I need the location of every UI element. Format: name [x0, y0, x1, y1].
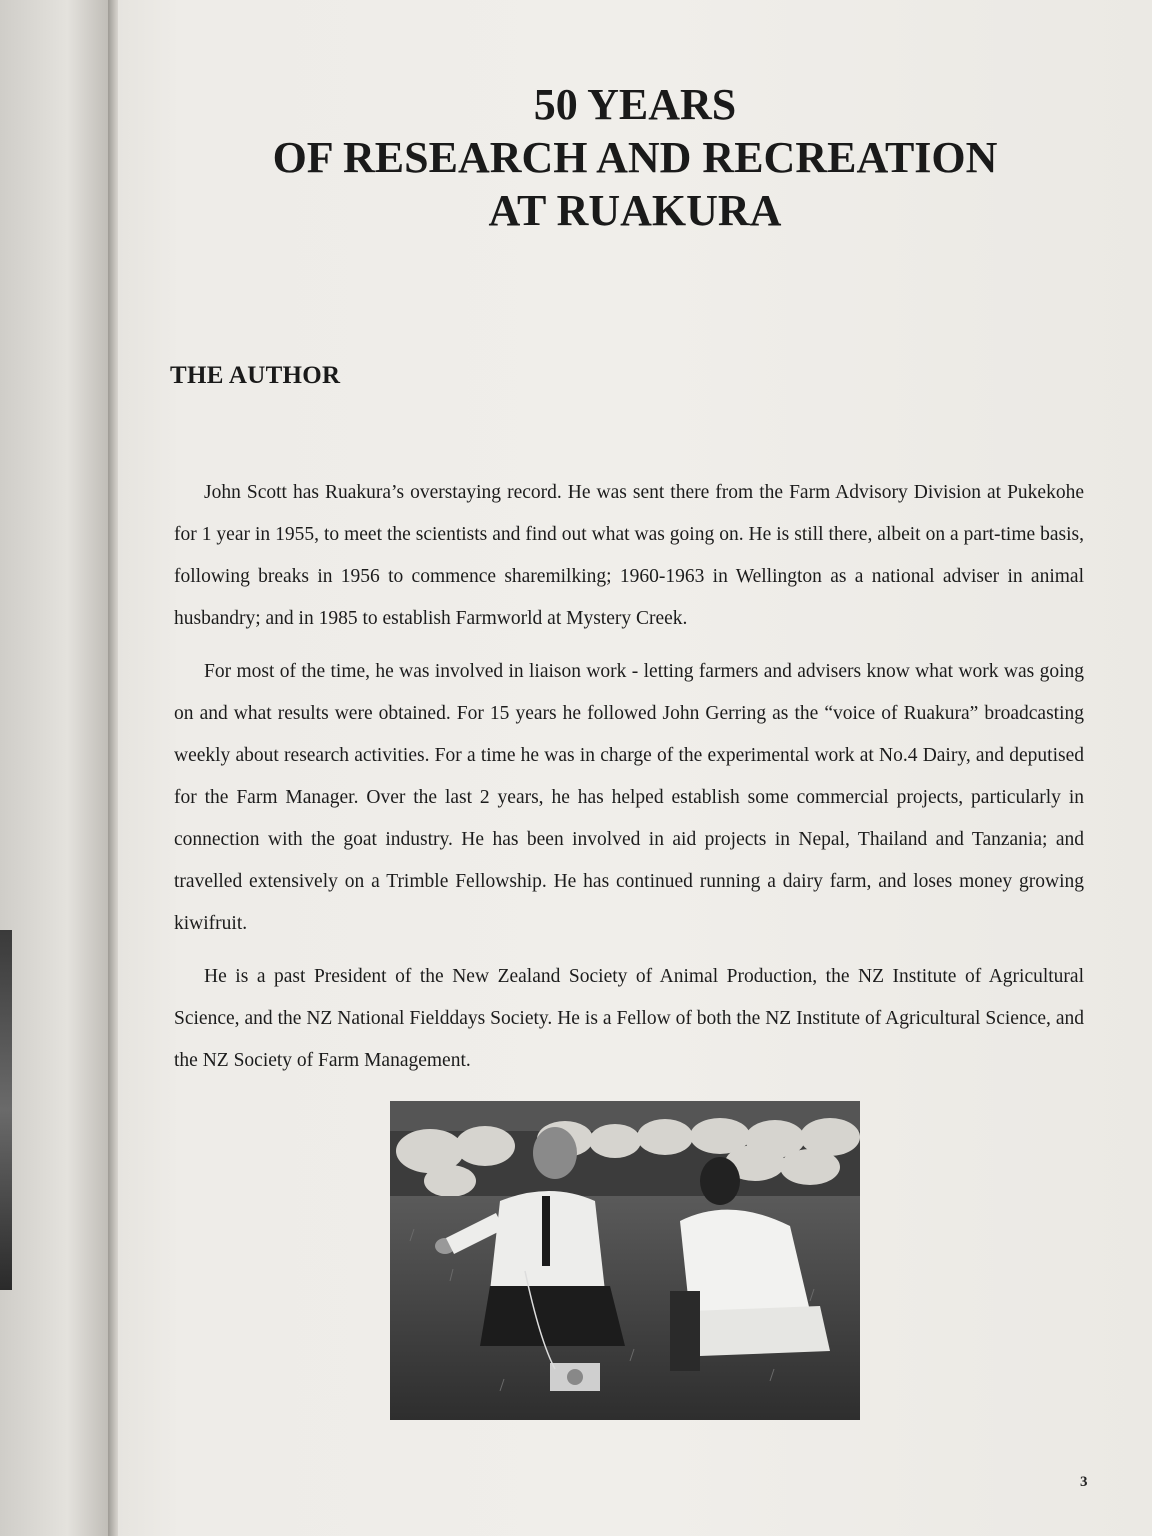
paragraph-3: He is a past President of the New Zealand Society of Animal Production, the NZ Institute of Agricultural Science, and the NZ National Fielddays Society. He is a Fellow of both the NZ Institute of Agricultural Science, and the NZ Society of Farm Management.	[174, 966, 1084, 1071]
photo-illustration	[390, 1101, 860, 1420]
tape-recorder	[550, 1363, 600, 1391]
left-facing-page	[0, 0, 112, 1536]
title-line-1: 50 YEARS	[533, 80, 737, 129]
page-number: 3	[1080, 1474, 1088, 1490]
body-text	[174, 472, 1084, 1093]
paragraph-2: For most of the time, he was involved in liaison work - letting farmers and advisers know what work was going on and what results were obtained. For 15 years he followed John Gerring as the “voice of Ruakura” broadcasting weekly about research activities. For a time he was in charge of the experimental work at No.4 Dairy, and deputised for the Farm Manager. Over the last 2 years, he has helped establish some commercial projects, particularly in connection with the goat industry. He has been involved in aid projects in Nepal, Thailand and Tanzania; and travelled extensively on a Trimble Fellowship. He has continued running a dairy farm, and loses money growing kiwifruit.	[174, 661, 1084, 934]
page-title	[118, 78, 1152, 237]
author-photo	[390, 1101, 860, 1420]
document-page	[118, 0, 1152, 1536]
title-line-2: OF RESEARCH AND RECREATION	[272, 133, 998, 182]
left-page-photo-edge	[0, 930, 12, 1290]
section-heading: THE AUTHOR	[170, 362, 341, 389]
title-line-3: AT RUAKURA	[488, 186, 782, 235]
paragraph-1: John Scott has Ruakura’s overstaying record. He was sent there from the Farm Advisory Division at Pukekohe for 1 year in 1955, to meet the scientists and find out what was going on. He is still there, albeit on a part-time basis, following breaks in 1956 to commence sharemilking; 1960-1963 in Wellington as a national adviser in animal husbandry; and in 1985 to establish Farmworld at Mystery Creek.	[174, 482, 1084, 629]
